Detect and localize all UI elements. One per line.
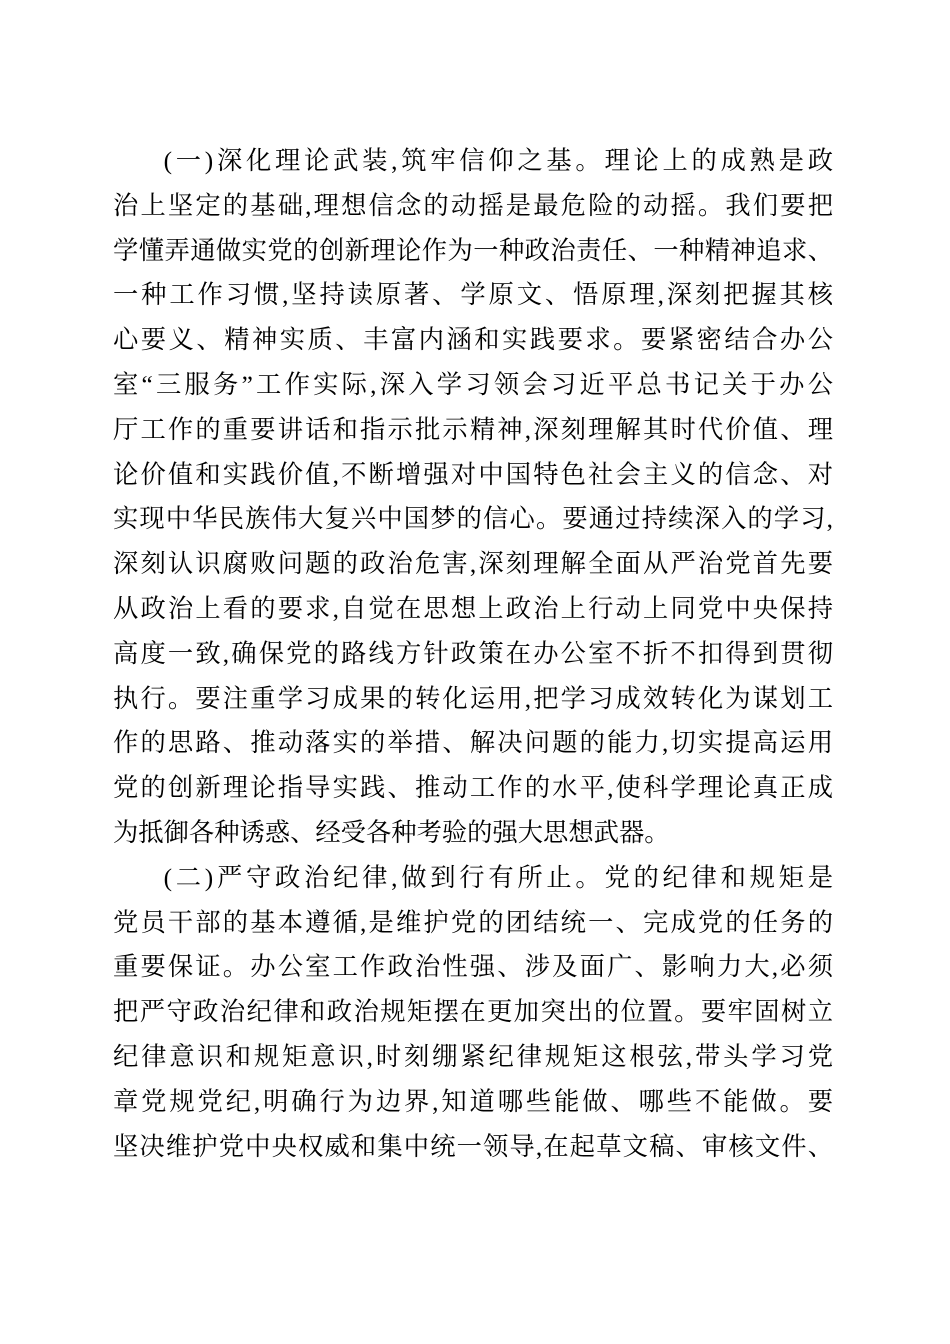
text-line: 高度一致,确保党的路线方针政策在办公室不折不扣得到贯彻: [113, 639, 833, 668]
text-line: 一种工作习惯,坚持读原著、学原文、悟原理,深刻把握其核: [113, 281, 833, 310]
text-line: 作的思路、推动落实的举措、解决问题的能力,切实提高运用: [113, 729, 833, 758]
text-line: (二)严守政治纪律,做到行有所止。党的纪律和规矩是: [163, 863, 833, 892]
text-line: 章党规党纪,明确行为边界,知道哪些能做、哪些不能做。要: [113, 1087, 833, 1116]
text-line: 实现中华民族伟大复兴中国梦的信心。要通过持续深入的学习,: [113, 505, 833, 534]
text-line: 深刻认识腐败问题的政治危害,深刻理解全面从严治党首先要: [113, 550, 833, 579]
paragraph-section-2: [113, 856, 833, 1170]
text-line: 坚决维护党中央权威和集中统一领导,在起草文稿、审核文件、: [113, 1132, 833, 1161]
text-line: 把严守政治纪律和政治规矩摆在更加突出的位置。要牢固树立: [113, 998, 833, 1027]
text-line: 重要保证。办公室工作政治性强、涉及面广、影响力大,必须: [113, 953, 833, 982]
text-line: (一)深化理论武装,筑牢信仰之基。理论上的成熟是政: [163, 147, 833, 175]
text-line: 党员干部的基本遵循,是维护党的团结统一、完成党的任务的: [113, 908, 833, 937]
text-line: 厅工作的重要讲话和指示批示精神,深刻理解其时代价值、理: [113, 415, 833, 444]
text-line: 党的创新理论指导实践、推动工作的水平,使科学理论真正成: [113, 774, 833, 803]
text-line: 室“三服务”工作实际,深入学习领会习近平总书记关于办公: [113, 370, 833, 399]
text-line: 纪律意识和规矩意识,时刻绷紧纪律规矩这根弦,带头学习党: [113, 1042, 833, 1071]
text-line: 学懂弄通做实党的创新理论作为一种政治责任、一种精神追求、: [113, 236, 833, 265]
text-line: 执行。要注重学习成果的转化运用,把学习成效转化为谋划工: [113, 684, 833, 713]
text-line: 治上坚定的基础,理想信念的动摇是最危险的动摇。我们要把: [113, 191, 833, 220]
text-line: 为抵御各种诱惑、经受各种考验的强大思想武器。: [113, 818, 670, 847]
text-line: 从政治上看的要求,自觉在思想上政治上行动上同党中央保持: [113, 594, 833, 623]
text-line: 心要义、精神实质、丰富内涵和实践要求。要紧密结合办公: [113, 326, 833, 355]
text-line: 论价值和实践价值,不断增强对中国特色社会主义的信念、对: [113, 460, 833, 489]
paragraph-section-1: [113, 139, 833, 856]
